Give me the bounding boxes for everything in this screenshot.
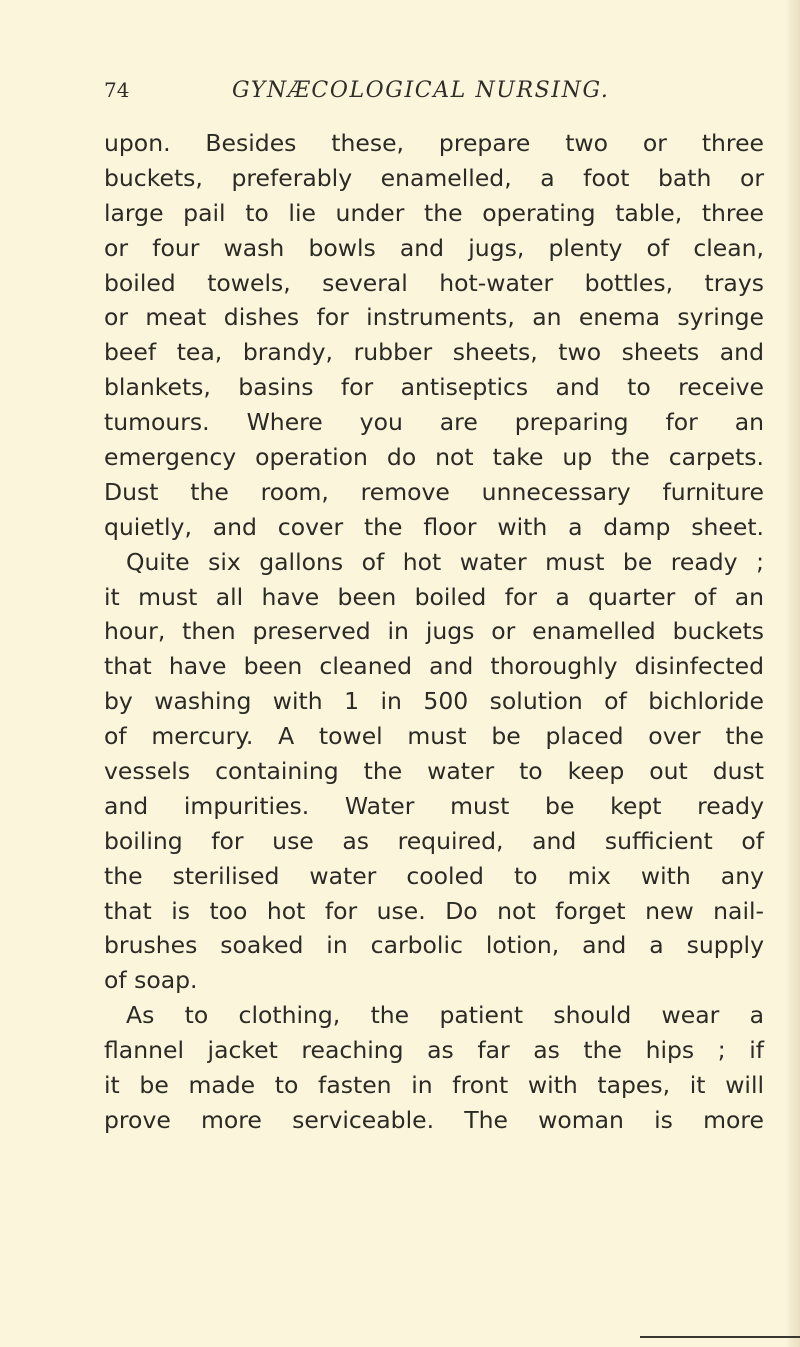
text-line: that have been cleaned and thoroughly disinfected (104, 652, 764, 681)
text-line: boiled towels, several hot-water bottles, trays (104, 268, 764, 297)
text-line: tumours. Where you are preparing for an (104, 408, 764, 437)
running-title: GYNÆCOLOGICAL NURSING. (232, 78, 610, 103)
text-line: Quite six gallons of hot water must be ready ; (126, 547, 764, 576)
text-line: large pail to lie under the operating table, three (104, 198, 764, 227)
text-line: blankets, basins for antiseptics and to receive (104, 373, 764, 402)
text-line: upon. Besides these, prepare two or three (104, 129, 764, 157)
text-line: it be made to fasten in front with tapes, it will (104, 1071, 764, 1100)
text-line: or four wash bowls and jugs, plenty of clean, (104, 233, 764, 262)
text-line: hour, then preserved in jugs or enamelled buckets (104, 617, 764, 646)
page-edge-shadow (786, 0, 800, 1347)
text-line: quietly, and cover the floor with a damp sheet. (104, 512, 764, 541)
text-line: it must all have been boiled for a quarter of an (104, 582, 764, 611)
text-line: or meat dishes for instruments, an enema syringe (104, 303, 764, 332)
page-corner-rule (640, 1336, 800, 1338)
page-header (104, 78, 744, 108)
text-line: vessels containing the water to keep out dust (104, 757, 764, 786)
text-line: of mercury. A towel must be placed over the (104, 722, 764, 751)
text-line: prove more serviceable. The woman is more (104, 1105, 764, 1134)
text-line: Dust the room, remove unnecessary furniture (104, 477, 764, 506)
body-text (104, 126, 764, 1138)
text-line: buckets, preferably enamelled, a foot bath or (104, 163, 764, 192)
text-line: by washing with 1 in 500 solution of bichloride (104, 687, 764, 716)
page-number: 74 (104, 78, 130, 102)
text-line: the sterilised water cooled to mix with any (104, 861, 764, 890)
text-line: boiling for use as required, and sufficient of (104, 826, 764, 855)
text-line: and impurities. Water must be kept ready (104, 791, 764, 820)
text-line: As to clothing, the patient should wear a (126, 1001, 764, 1030)
text-line: flannel jacket reaching as far as the hips ; if (104, 1036, 764, 1065)
text-line: of soap. (104, 966, 198, 995)
text-line: brushes soaked in carbolic lotion, and a supply (104, 931, 764, 960)
text-line: beef tea, brandy, rubber sheets, two sheets and (104, 338, 764, 367)
text-line: that is too hot for use. Do not forget new nail- (104, 896, 764, 925)
text-line: emergency operation do not take up the carpets. (104, 443, 764, 472)
